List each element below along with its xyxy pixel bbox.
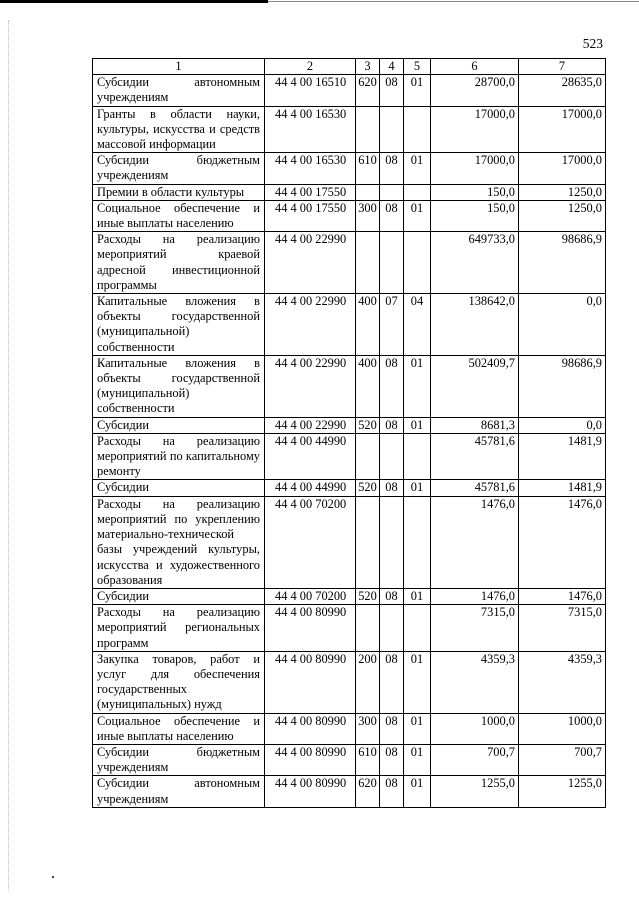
cell-expense-type: 520 [356,417,380,433]
cell-amount-year-1: 150,0 [431,200,519,231]
cell-description: Социальное обеспечение и иные выплаты населению [93,713,265,744]
cell-expense-type: 300 [356,713,380,744]
cell-amount-year-2: 1481,9 [519,480,606,496]
table-row [93,713,606,744]
cell-amount-year-2: 1481,9 [519,433,606,480]
table-row [93,106,606,153]
scan-speck [52,876,54,878]
table-row [93,651,606,713]
cell-amount-year-2: 17000,0 [519,106,606,153]
cell-amount-year-1: 700,7 [431,744,519,775]
cell-description: Субсидии [93,480,265,496]
table-row [93,433,606,480]
cell-target-code: 44 4 00 17550 [265,200,356,231]
cell-section: 08 [380,480,404,496]
header-col-1: 1 [93,59,265,75]
cell-amount-year-2: 1476,0 [519,496,606,588]
cell-amount-year-1: 28700,0 [431,75,519,106]
table-row [93,417,606,433]
cell-amount-year-1: 8681,3 [431,417,519,433]
cell-section: 08 [380,776,404,807]
cell-description: Субсидии автономным учреждениям [93,776,265,807]
cell-target-code: 44 4 00 22990 [265,294,356,356]
cell-target-code: 44 4 00 16510 [265,75,356,106]
cell-expense-type: 610 [356,153,380,184]
cell-subsection: 01 [404,75,431,106]
table-row [93,153,606,184]
cell-expense-type [356,232,380,294]
cell-target-code: 44 4 00 70200 [265,588,356,604]
top-border-rule [0,0,268,3]
cell-description: Закупка товаров, работ и услуг для обеспечения государственных (муниципальных) нужд [93,651,265,713]
cell-expense-type [356,433,380,480]
table-row [93,605,606,652]
cell-amount-year-2: 0,0 [519,294,606,356]
table-row [93,744,606,775]
cell-expense-type [356,496,380,588]
cell-target-code: 44 4 00 22990 [265,232,356,294]
cell-section: 07 [380,294,404,356]
table-row [93,355,606,417]
cell-target-code: 44 4 00 44990 [265,480,356,496]
cell-amount-year-1: 138642,0 [431,294,519,356]
cell-description: Расходы на реализацию мероприятий региональных программ [93,605,265,652]
cell-subsection [404,184,431,200]
header-col-4: 4 [380,59,404,75]
header-col-3: 3 [356,59,380,75]
cell-description: Расходы на реализацию мероприятий по укреплению материально-технической базы учреждений культуры, искусства и художественного образования [93,496,265,588]
cell-amount-year-2: 17000,0 [519,153,606,184]
cell-subsection: 01 [404,153,431,184]
cell-subsection: 01 [404,651,431,713]
table-row [93,496,606,588]
cell-expense-type: 620 [356,75,380,106]
cell-amount-year-1: 7315,0 [431,605,519,652]
cell-amount-year-1: 17000,0 [431,106,519,153]
page-number: 523 [582,36,603,51]
cell-expense-type: 400 [356,355,380,417]
cell-description: Расходы на реализацию мероприятий краевой адресной инвестиционной программы [93,232,265,294]
cell-expense-type: 620 [356,776,380,807]
cell-subsection: 01 [404,744,431,775]
cell-amount-year-2: 98686,9 [519,355,606,417]
table-body [93,75,606,808]
table-row [93,232,606,294]
header-col-7: 7 [519,59,606,75]
cell-expense-type [356,184,380,200]
cell-expense-type: 400 [356,294,380,356]
cell-description: Субсидии автономным учреждениям [93,75,265,106]
cell-section [380,605,404,652]
cell-expense-type: 610 [356,744,380,775]
header-col-6: 6 [431,59,519,75]
cell-target-code: 44 4 00 22990 [265,355,356,417]
cell-expense-type: 520 [356,588,380,604]
cell-amount-year-1: 1476,0 [431,496,519,588]
cell-amount-year-2: 1000,0 [519,713,606,744]
cell-description: Субсидии [93,417,265,433]
cell-section [380,496,404,588]
table-row [93,184,606,200]
cell-expense-type: 300 [356,200,380,231]
cell-description: Социальное обеспечение и иные выплаты населению [93,200,265,231]
table-header-row [93,59,606,75]
cell-section: 08 [380,588,404,604]
cell-target-code: 44 4 00 80990 [265,744,356,775]
cell-target-code: 44 4 00 80990 [265,713,356,744]
cell-subsection: 01 [404,776,431,807]
cell-amount-year-1: 45781,6 [431,433,519,480]
cell-target-code: 44 4 00 22990 [265,417,356,433]
cell-section: 08 [380,200,404,231]
cell-amount-year-2: 0,0 [519,417,606,433]
cell-amount-year-2: 1255,0 [519,776,606,807]
cell-section: 08 [380,75,404,106]
cell-target-code: 44 4 00 16530 [265,106,356,153]
cell-amount-year-2: 1250,0 [519,200,606,231]
cell-subsection: 01 [404,200,431,231]
cell-subsection [404,605,431,652]
cell-expense-type: 520 [356,480,380,496]
cell-target-code: 44 4 00 16530 [265,153,356,184]
cell-description: Капитальные вложения в объекты государственной (муниципальной) собственности [93,294,265,356]
table-row [93,294,606,356]
cell-section [380,106,404,153]
cell-target-code: 44 4 00 44990 [265,433,356,480]
table-row [93,200,606,231]
cell-amount-year-2: 1476,0 [519,588,606,604]
cell-subsection [404,106,431,153]
top-border-rule-thin [268,1,639,2]
cell-amount-year-1: 1476,0 [431,588,519,604]
cell-amount-year-1: 1255,0 [431,776,519,807]
cell-amount-year-1: 1000,0 [431,713,519,744]
cell-section: 08 [380,651,404,713]
cell-target-code: 44 4 00 80990 [265,605,356,652]
cell-section: 08 [380,417,404,433]
cell-subsection: 01 [404,355,431,417]
cell-section [380,433,404,480]
cell-amount-year-2: 28635,0 [519,75,606,106]
cell-target-code: 44 4 00 17550 [265,184,356,200]
header-col-5: 5 [404,59,431,75]
cell-subsection: 01 [404,417,431,433]
cell-target-code: 44 4 00 80990 [265,776,356,807]
cell-subsection [404,496,431,588]
table-row [93,480,606,496]
cell-target-code: 44 4 00 70200 [265,496,356,588]
table-row [93,776,606,807]
cell-section: 08 [380,744,404,775]
cell-target-code: 44 4 00 80990 [265,651,356,713]
cell-amount-year-2: 7315,0 [519,605,606,652]
cell-subsection: 01 [404,713,431,744]
cell-amount-year-1: 649733,0 [431,232,519,294]
cell-section: 08 [380,713,404,744]
cell-description: Гранты в области науки, культуры, искусства и средств массовой информации [93,106,265,153]
cell-amount-year-1: 502409,7 [431,355,519,417]
table-row [93,588,606,604]
cell-amount-year-2: 700,7 [519,744,606,775]
cell-subsection: 04 [404,294,431,356]
header-col-2: 2 [265,59,356,75]
budget-table [92,58,606,808]
scan-left-edge [8,20,9,890]
cell-description: Субсидии [93,588,265,604]
cell-subsection [404,433,431,480]
cell-amount-year-1: 17000,0 [431,153,519,184]
cell-amount-year-2: 98686,9 [519,232,606,294]
cell-amount-year-1: 4359,3 [431,651,519,713]
cell-subsection [404,232,431,294]
cell-section [380,184,404,200]
cell-section: 08 [380,153,404,184]
cell-amount-year-1: 150,0 [431,184,519,200]
cell-expense-type [356,106,380,153]
cell-section: 08 [380,355,404,417]
cell-expense-type: 200 [356,651,380,713]
cell-description: Расходы на реализацию мероприятий по капитальному ремонту [93,433,265,480]
cell-amount-year-2: 4359,3 [519,651,606,713]
cell-description: Субсидии бюджетным учреждениям [93,153,265,184]
cell-expense-type [356,605,380,652]
cell-description: Премии в области культуры [93,184,265,200]
cell-subsection: 01 [404,588,431,604]
cell-section [380,232,404,294]
cell-description: Капитальные вложения в объекты государственной (муниципальной) собственности [93,355,265,417]
cell-subsection: 01 [404,480,431,496]
cell-amount-year-1: 45781,6 [431,480,519,496]
cell-description: Субсидии бюджетным учреждениям [93,744,265,775]
cell-amount-year-2: 1250,0 [519,184,606,200]
table-row [93,75,606,106]
